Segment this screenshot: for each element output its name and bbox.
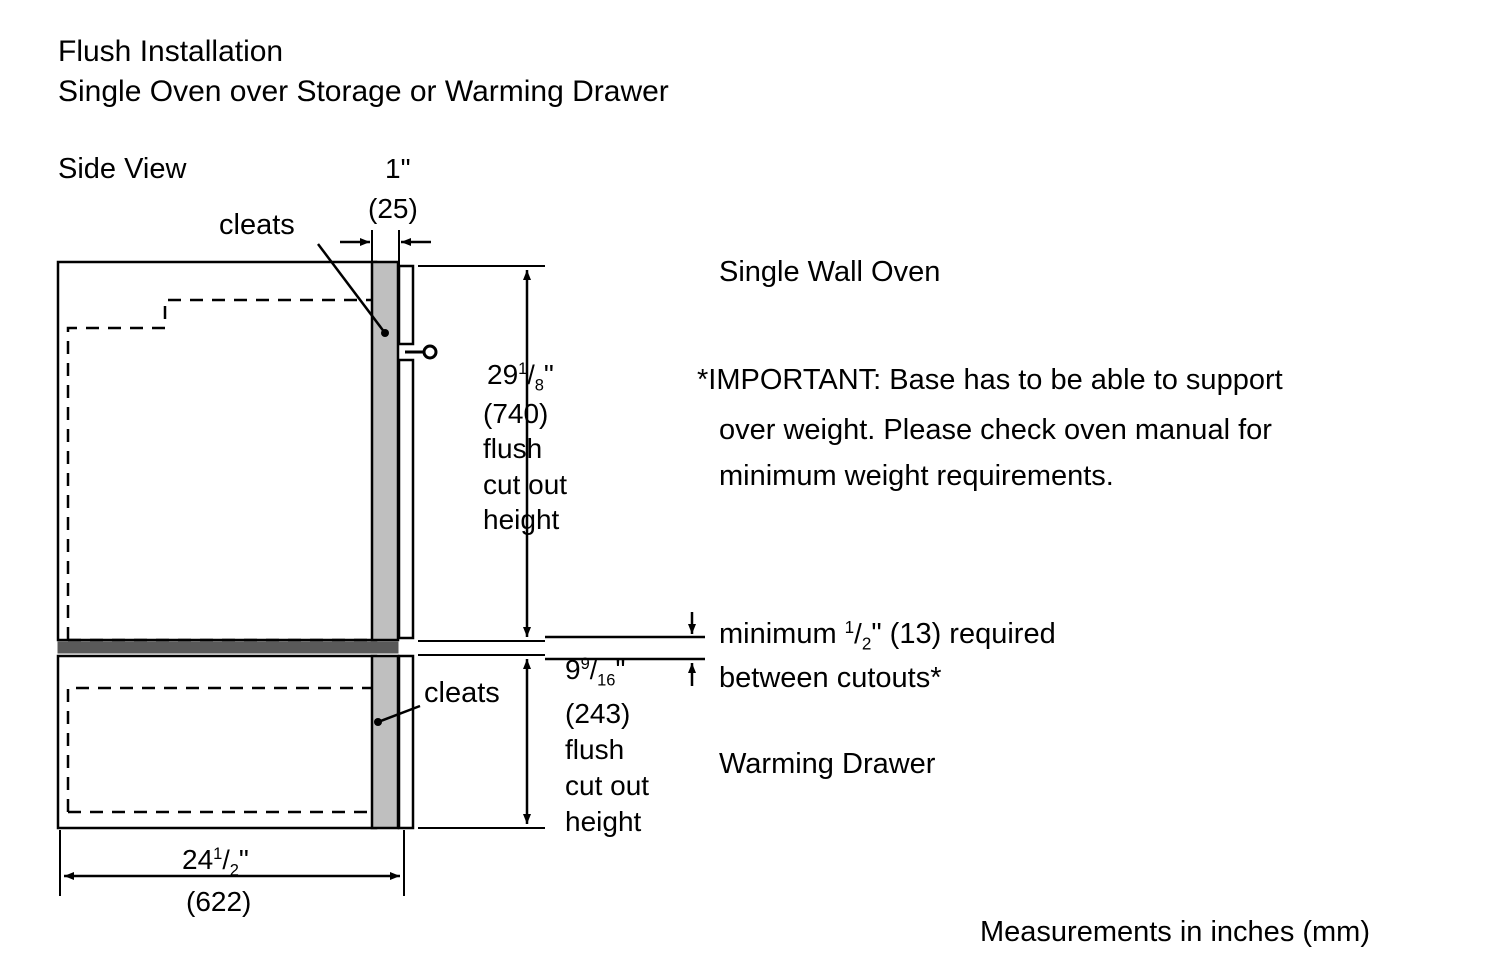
dim-oven-height-mm: (740) xyxy=(483,398,549,429)
gap-note-post: " (13) required xyxy=(871,618,1056,650)
single-wall-oven-label: Single Wall Oven xyxy=(719,256,941,288)
oven-cleat-strip xyxy=(372,262,398,640)
support-shelf xyxy=(58,642,398,653)
drawer-height-numerator: 9 xyxy=(580,655,590,674)
depth-numerator: 1 xyxy=(213,845,223,864)
dim-drawer-height-note3: height xyxy=(565,806,642,837)
oven-height-numerator: 1 xyxy=(518,360,528,379)
depth-whole: 24 xyxy=(182,844,214,875)
dim-drawer-height-value: $9^9/_{16}$" xyxy=(565,654,626,690)
side-view-label: Side View xyxy=(58,153,187,185)
drawer-cleat-strip xyxy=(372,656,398,828)
dim-oven-height-note2: cut out xyxy=(483,469,568,500)
drawer-front-panel xyxy=(399,656,413,828)
dim-drawer-height-note2: cut out xyxy=(565,770,650,801)
depth-unit: " xyxy=(238,844,249,875)
measurement-units-footer: Measurements in inches (mm) xyxy=(980,916,1370,948)
oven-body-outline xyxy=(58,262,376,640)
cleats-bottom-label: cleats xyxy=(424,677,500,709)
gap-note-pre: minimum xyxy=(719,618,845,650)
oven-height-unit: " xyxy=(543,359,554,390)
depth-denominator: 2 xyxy=(229,861,239,880)
drawer-height-whole: 9 xyxy=(565,654,581,685)
drawer-height-unit: " xyxy=(615,654,626,685)
gap-denominator: 2 xyxy=(861,634,872,654)
dim-drawer-height-mm: (243) xyxy=(565,698,631,729)
oven-door-panel xyxy=(399,266,436,638)
page-title-line2: Single Oven over Storage or Warming Drawer xyxy=(58,75,669,108)
dim-cleat-depth-mm: (25) xyxy=(368,193,418,224)
dim-oven-height-value: $29^1/_8$" xyxy=(487,359,554,395)
oven-height-whole: 29 xyxy=(487,359,519,390)
gap-note-line1: minimum $^1/_2$" (13) required xyxy=(719,617,1056,654)
gap-note-line2: between cutouts* xyxy=(719,662,942,694)
drawer-height-denominator: 16 xyxy=(597,671,616,690)
gap-numerator: 1 xyxy=(844,617,855,637)
cleats-top-label: cleats xyxy=(219,209,295,241)
dim-cleat-depth-inches: 1" xyxy=(385,153,411,184)
dim-oven-height-note1: flush xyxy=(483,433,543,464)
dim-oven-height-note3: height xyxy=(483,504,560,535)
dim-drawer-height-note1: flush xyxy=(565,734,625,765)
dim-depth-value: $24^1/_2$" xyxy=(182,844,249,880)
page-title-line1: Flush Installation xyxy=(58,35,284,68)
important-note-line2: over weight. Please check oven manual for xyxy=(719,414,1272,446)
warming-drawer-label: Warming Drawer xyxy=(719,748,936,780)
important-note-line1: *IMPORTANT: Base has to be able to support xyxy=(697,364,1283,396)
drawer-body-outline xyxy=(58,656,376,828)
important-note-line3: minimum weight requirements. xyxy=(719,460,1114,492)
oven-height-denominator: 8 xyxy=(534,376,544,395)
dim-depth-mm: (622) xyxy=(186,886,252,917)
